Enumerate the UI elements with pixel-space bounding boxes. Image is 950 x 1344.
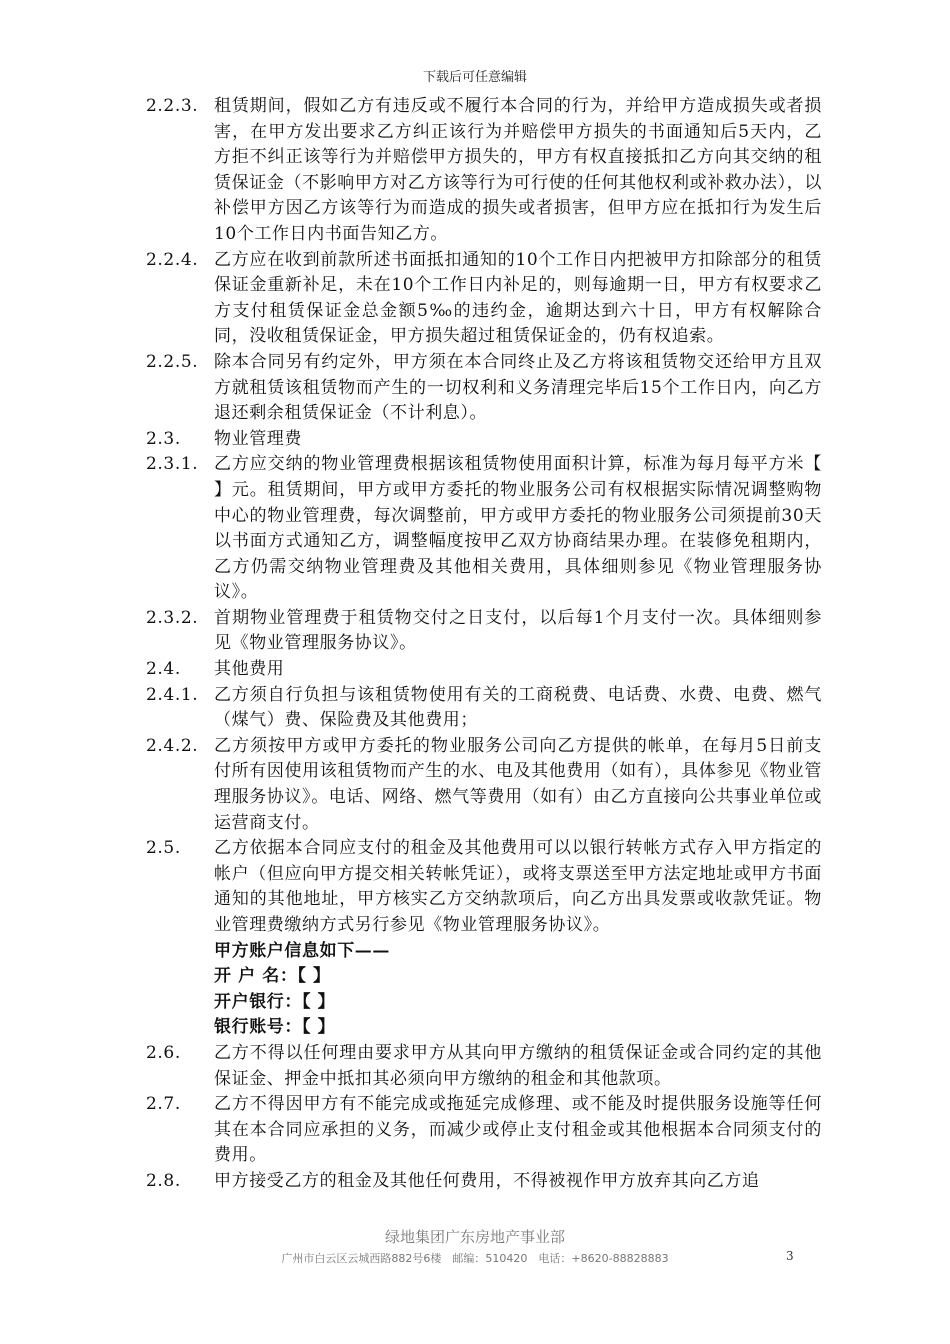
clause-number: 2.4.	[146, 659, 181, 680]
account-info-heading	[146, 939, 822, 965]
clause-text: 乙方须按甲方或甲方委托的物业服务公司向乙方提供的帐单，在每月5日前支付所有因使用该租赁物而产生的水、电及其他费用（如有），具体参见《物业管理服务协议》。电话、网络、燃气等费用（如有）由乙方直接向公共事业单位或运营商支付。	[214, 735, 822, 833]
account-name-line	[146, 964, 822, 990]
clause-2-4-1	[146, 683, 822, 734]
clause-text: 乙方应在收到前款所述书面抵扣通知的10个工作日内把被甲方扣除部分的租赁保证金重新补足，未在10个工作日内补足的，则每逾期一日，甲方有权要求乙方支付租赁保证金总金额5‰的违约金，逾期达到六十日，甲方有权解除合同，没收租赁保证金，甲方损失超过租赁保证金的，仍有权追索。	[214, 249, 822, 347]
clause-text: 除本合同另有约定外，甲方须在本合同终止及乙方将该租赁物交还给甲方且双方就租赁该租赁物而产生的一切权利和义务清理完毕后15个工作日内，向乙方退还剩余租赁保证金（不计利息）。	[214, 351, 822, 424]
clause-number: 2.3.	[146, 428, 181, 449]
clause-text: 甲方接受乙方的租金及其他任何费用，不得被视作甲方放弃其向乙方追	[214, 1170, 760, 1191]
clause-2-6	[146, 1041, 822, 1092]
clause-number: 2.3.2.	[146, 607, 199, 628]
clause-text: 乙方应交纳的物业管理费根据该租赁物使用面积计算，标准为每月每平方米【 】元。租赁期间，甲方或甲方委托的物业服务公司有权根据实际情况调整购物中心的物业管理费，每次调整前，甲方或甲方委托的物业服务公司须提前30天以书面方式通知乙方，调整幅度按甲乙双方协商结果办理。在装修免租期内，乙方仍需交纳物业管理费及其他相关费用，具体细则参见《物业管理服务协议》。	[214, 454, 822, 603]
account-bank-line	[146, 990, 822, 1016]
clause-number: 2.4.2.	[146, 735, 199, 756]
clause-2-2-3	[146, 94, 822, 248]
clause-number: 2.5.	[146, 838, 181, 859]
clause-2-3-2	[146, 606, 822, 657]
account-bank: 开户银行：【 】	[214, 991, 336, 1012]
clause-number: 2.2.3.	[146, 96, 199, 116]
clause-number: 2.7.	[146, 1094, 181, 1115]
clause-number: 2.3.1.	[146, 454, 199, 475]
page-number: 3	[786, 1249, 794, 1263]
account-info-title: 甲方账户信息如下——	[214, 940, 390, 961]
clause-text: 首期物业管理费于租赁物交付之日支付，以后每1个月支付一次。具体细则参见《物业管理服务协议》。	[214, 607, 822, 654]
footer-company: 绿地集团广东房地产事业部	[384, 1228, 565, 1246]
account-number: 银行账号：【 】	[214, 1017, 336, 1038]
page-footer	[0, 1226, 950, 1266]
clause-2-8	[146, 1169, 822, 1195]
clause-text: 乙方依据本合同应支付的租金及其他费用可以以银行转帐方式存入甲方指定的帐户（但应向甲方提交相关转帐凭证），或将支票送至甲方法定地址或甲方书面通知的其他地址，甲方核实乙方交纳款项后，向乙方出具发票或收款凭证。物业管理费缴纳方式另行参见《物业管理服务协议》。	[214, 838, 822, 935]
account-name: 开 户 名：【 】	[214, 966, 331, 987]
clause-number: 2.6.	[146, 1042, 181, 1063]
clause-2-5	[146, 836, 822, 938]
clause-2-3-1	[146, 452, 822, 606]
clause-text: 乙方不得以任何理由要求甲方从其向甲方缴纳的租赁保证金或合同约定的其他保证金、押金中抵扣其必须向甲方缴纳的租金和其他款项。	[214, 1042, 822, 1089]
page-header: 下载后可任意编辑	[422, 70, 527, 85]
clause-2-2-5	[146, 350, 822, 427]
clause-2-7	[146, 1092, 822, 1169]
clause-number	[146, 1015, 214, 1041]
clause-number: 2.8.	[146, 1170, 181, 1191]
clause-number: 2.2.5.	[146, 351, 199, 372]
clause-2-2-4	[146, 248, 822, 350]
clause-2-4-2	[146, 734, 822, 836]
section-title: 其他费用	[214, 659, 285, 680]
clause-number: 2.2.4.	[146, 249, 199, 270]
section-2-4-heading	[146, 657, 822, 683]
clause-text: 租赁期间，假如乙方有违反或不履行本合同的行为，并给甲方造成损失或者损害，在甲方发出要求乙方纠正该行为并赔偿甲方损失的书面通知后5天内，乙方拒不纠正该等行为并赔偿甲方损失的，甲方有权直接抵扣乙方向其交纳的租赁保证金（不影响甲方对乙方该等行为可行使的任何其他权利或补救办法），以补偿甲方因乙方该等行为而造成的损失或者损害，但甲方应在抵扣行为发生后10个工作日内书面告知乙方。	[214, 96, 822, 244]
clause-text: 乙方须自行负担与该租赁物使用有关的工商税费、电话费、水费、电费、燃气（煤气）费、保险费及其他费用；	[214, 684, 822, 731]
clause-number	[146, 990, 214, 1016]
footer-address: 广州市白云区云城西路882号6楼 邮编：510420 电话：+8620-88828883	[281, 1252, 669, 1265]
document-body	[146, 94, 822, 1195]
account-number-line	[146, 1015, 822, 1041]
clause-number: 2.4.1.	[146, 684, 199, 705]
section-title: 物业管理费	[214, 428, 302, 449]
clause-number	[146, 939, 214, 965]
section-2-3-heading	[146, 427, 822, 453]
clause-number	[146, 964, 214, 990]
clause-text: 乙方不得因甲方有不能完成或拖延完成修理、或不能及时提供服务设施等任何其在本合同应承担的义务，而减少或停止支付租金或其他根据本合同须支付的费用。	[214, 1094, 822, 1166]
